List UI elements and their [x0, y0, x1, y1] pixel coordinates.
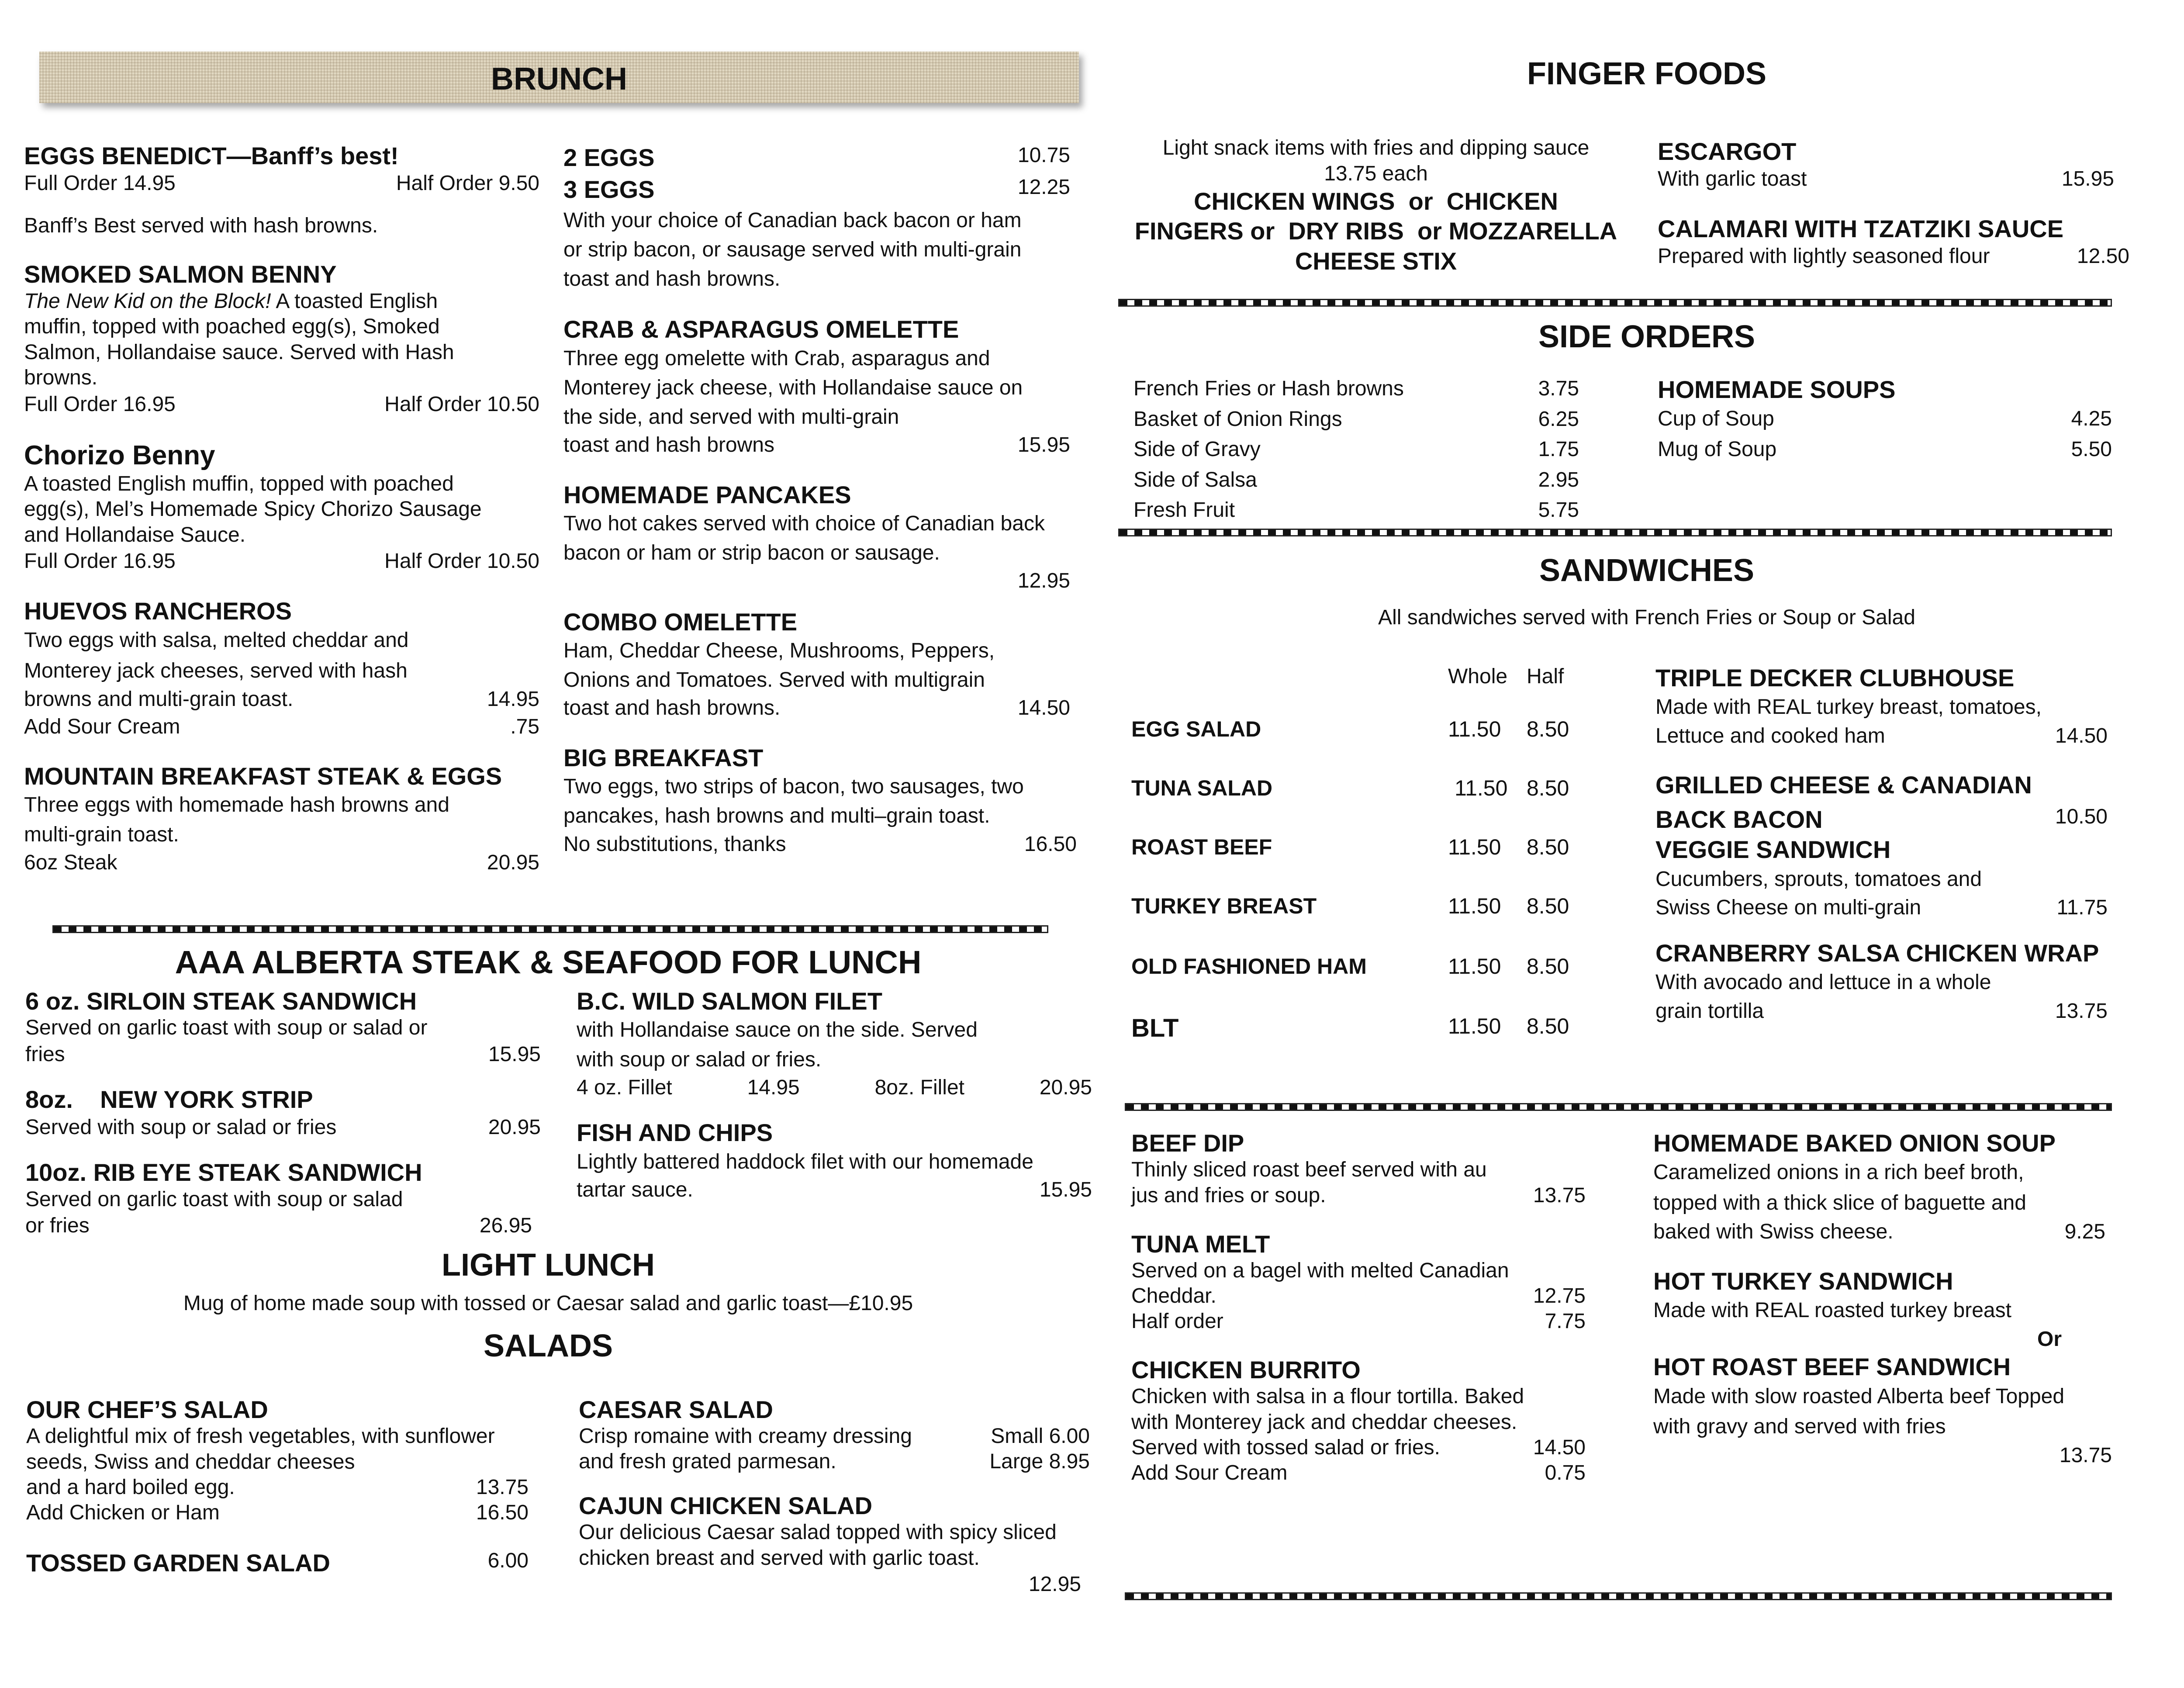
item-desc: A delightful mix of fresh vegetables, with sunflower seeds, Swiss and cheddar cheeses [26, 1425, 495, 1474]
item-desc-last: and a hard boiled egg. [26, 1476, 235, 1499]
item-desc: Made with REAL turkey breast, tomatoes, [1655, 695, 2042, 719]
half-price: 8.50 [1527, 1014, 1569, 1038]
item-desc: Our delicious Caesar salad topped with spicy sliced chicken breast and served with garlic toast. [579, 1520, 1057, 1570]
side-price: 2.95 [1538, 468, 1579, 491]
item-desc: With your choice of Canadian back bacon or ham or strip bacon, or sausage served with multi-grain toast and hash browns. [563, 208, 1022, 291]
whole-price: 11.50 [1455, 776, 1508, 800]
item-name: FISH AND CHIPS [577, 1119, 773, 1147]
item-price: 15.95 [2061, 167, 2114, 191]
item-name: VEGGIE SANDWICH [1655, 836, 1891, 864]
checkered-divider [1118, 529, 2112, 536]
finger-each-price: 13.75 each [1324, 162, 1428, 185]
item-desc: Served on garlic toast with soup or salad or [25, 1016, 428, 1040]
sandwich-name: BLT [1131, 1014, 1179, 1042]
sandwich-name: TURKEY BREAST [1131, 894, 1317, 918]
item-price: 15.95 [488, 1042, 541, 1066]
item-price: 12.25 [1017, 175, 1070, 199]
item-price: 12.50 [2077, 245, 2129, 268]
item-price: 16.50 [1024, 832, 1077, 856]
sandwich-row [1131, 775, 1568, 801]
item-desc-last: fries [25, 1042, 65, 1066]
checkered-divider [52, 925, 1048, 933]
item-desc: Thinly sliced roast beef served with au [1131, 1158, 1487, 1182]
item-price: 20.95 [487, 851, 539, 874]
item-line: 6oz Steak [24, 851, 117, 874]
item-line: Served with tossed salad or fries. [1131, 1436, 1440, 1460]
whole-price: 11.50 [1448, 1014, 1501, 1038]
item-price: 13.75 [476, 1476, 529, 1499]
half-order: Half Order 9.50 [396, 172, 539, 195]
item-desc: Banff’s Best served with hash browns. [24, 214, 378, 237]
salads-left-column [26, 1396, 529, 1579]
item-name: B.C. WILD SALMON FILET [577, 987, 882, 1015]
item-name: HUEVOS RANCHEROS [24, 597, 292, 625]
hot-right-column [1653, 1129, 2112, 1469]
brunch-left-column [24, 142, 539, 898]
whole-price: 11.50 [1448, 954, 1501, 979]
item-name: HOT TURKEY SANDWICH [1653, 1267, 1953, 1295]
addon-price: 0.75 [1545, 1461, 1586, 1484]
brunch-right-column [563, 142, 1077, 858]
full-order: Full Order 14.95 [24, 172, 176, 195]
item-price: 13.75 [2059, 1443, 2112, 1467]
menu-item-tuna-melt [1131, 1230, 1586, 1334]
menu-item-smoked-salmon-benny [24, 260, 539, 418]
menu-item-crab-omelette [563, 315, 1070, 459]
sandwich-row [1131, 893, 1568, 919]
item-name: SMOKED SALMON BENNY [24, 260, 337, 288]
item-price: 14.50 [2055, 724, 2108, 747]
finger-intro: Light snack items with fries and dipping sauce [1162, 136, 1590, 159]
half-price: 8.50 [1527, 894, 1569, 918]
item-name: CAJUN CHICKEN SALAD [579, 1491, 873, 1519]
item-price: 10.75 [1017, 144, 1070, 167]
addon-label: Add Sour Cream [24, 715, 180, 738]
item-name: 6 oz. SIRLOIN STEAK SANDWICH [25, 987, 417, 1015]
side-price: 6.25 [1538, 407, 1579, 431]
menu-item-eggs-benedict [24, 142, 539, 239]
checkered-divider [1118, 299, 2112, 307]
item-price: 15.95 [1017, 433, 1070, 457]
half-price: 8.50 [1527, 717, 1569, 741]
sandwich-name: ROAST BEEF [1131, 835, 1272, 859]
side-name: Fresh Fruit [1133, 498, 1235, 522]
small-fillet-label: 4 oz. Fillet [577, 1076, 672, 1099]
item-desc: Caramelized onions in a rich beef broth, topped with a thick slice of baguette and [1653, 1161, 2026, 1214]
item-price: 10.50 [2055, 805, 2108, 828]
item-desc: Served on a bagel with melted Canadian [1131, 1259, 1509, 1282]
or-label: Or [2037, 1327, 2062, 1351]
item-name: HOMEMADE BAKED ONION SOUP [1653, 1129, 2056, 1157]
item-desc-last: browns and multi-grain toast. [24, 688, 294, 711]
menu-item-cranberry-wrap [1655, 939, 2114, 1025]
menu-item-new-york-strip [25, 1086, 541, 1141]
small-price: Small 6.00 [991, 1425, 1090, 1448]
menu-item-rib-eye [25, 1159, 541, 1239]
menu-item-hot-roast-beef [1653, 1353, 2112, 1469]
item-price: 13.75 [1533, 1183, 1586, 1207]
item-price: 20.95 [488, 1115, 541, 1139]
item-name-2: BACK BACON [1655, 805, 1823, 833]
menu-item-tossed-salad [26, 1547, 529, 1579]
whole-price: 11.50 [1448, 835, 1501, 859]
half-order-label: Half order [1131, 1310, 1223, 1333]
menu-item-hot-turkey [1653, 1267, 2112, 1353]
item-name: ESCARGOT [1658, 138, 1797, 165]
finger-foods-right [1658, 138, 2129, 270]
item-name: 8oz. NEW YORK STRIP [25, 1086, 313, 1114]
item-desc: With avocado and lettuce in a whole [1655, 970, 1991, 994]
menu-item-sirloin [25, 987, 541, 1068]
whole-column-header: Whole [1448, 665, 1508, 688]
item-desc-last: grain tortilla [1655, 999, 1764, 1023]
item-desc: Three eggs with homemade hash browns and multi-grain toast. [24, 793, 449, 846]
item-name-1: GRILLED CHEESE & CANADIAN [1655, 771, 2032, 799]
item-name: 10oz. RIB EYE STEAK SANDWICH [25, 1159, 422, 1186]
cup-label: Cup of Soup [1658, 407, 1774, 431]
item-desc-2: Cheddar. [1131, 1284, 1216, 1308]
steak-right-column [577, 987, 1092, 1204]
item-desc: Prepared with lightly seasoned flour [1658, 245, 1990, 268]
side-item [1133, 374, 1579, 404]
light-lunch-desc: Mug of home made soup with tossed or Caesar salad and garlic toast—£10.95 [183, 1292, 913, 1315]
item-name: Chorizo Benny [24, 440, 215, 471]
item-name: CRANBERRY SALSA CHICKEN WRAP [1655, 939, 2099, 967]
large-fillet-price: 20.95 [1039, 1076, 1092, 1099]
item-name: BIG BREAKFAST [563, 744, 764, 771]
steak-section-title: AAA ALBERTA STEAK & SEAFOOD FOR LUNCH [175, 944, 922, 980]
whole-price: 11.50 [1448, 717, 1501, 741]
item-desc: Chicken with salsa in a flour tortilla. Baked with Monterey jack and cheddar cheeses. [1131, 1385, 1524, 1434]
menu-item-combo-omelette [563, 608, 1070, 722]
item-price: 12.95 [1028, 1573, 1081, 1596]
menu-item-fish-chips [577, 1119, 1092, 1204]
item-tagline: The New Kid on the Block! [24, 289, 271, 313]
menu-item-triple-decker [1655, 664, 2114, 750]
side-item [1133, 495, 1579, 526]
mug-price: 5.50 [2071, 437, 2112, 461]
side-name: Side of Gravy [1133, 438, 1261, 461]
item-desc: with Hollandaise sauce on the side. Served with soup or salad or fries. [577, 1018, 978, 1071]
menu-item-chorizo-benny [24, 440, 539, 575]
item-desc-last: tartar sauce. [577, 1178, 693, 1201]
menu-item-salmon-filet [577, 987, 1092, 1101]
item-name: HOMEMADE SOUPS [1658, 376, 1896, 403]
item-name: BEEF DIP [1131, 1129, 1244, 1157]
half-column-header: Half [1527, 665, 1564, 688]
item-desc: Lightly battered haddock filet with our homemade [577, 1150, 1033, 1173]
full-order: Full Order 16.95 [24, 392, 176, 416]
checkered-divider [1125, 1592, 2112, 1600]
item-name: 3 EGGS [563, 175, 655, 203]
side-price: 3.75 [1538, 377, 1579, 400]
menu-item-3-eggs [563, 174, 1070, 294]
item-desc: Two hot cakes served with choice of Canadian back bacon or ham or strip bacon or sausage. [563, 512, 1045, 565]
menu-item-grilled-cheese [1655, 767, 2114, 836]
item-price: 14.50 [1017, 696, 1070, 720]
item-desc: Three egg omelette with Crab, asparagus and Monterey jack cheese, with Hollandaise sauce on the side, and served with multi-grain [563, 346, 1023, 429]
menu-item-onion-soup [1653, 1129, 2112, 1245]
side-item [1133, 465, 1579, 495]
item-desc-last: Lettuce and cooked ham [1655, 724, 1885, 747]
brunch-title: BRUNCH [491, 62, 627, 97]
item-name: CRAB & ASPARAGUS OMELETTE [563, 315, 959, 343]
homemade-soups [1658, 376, 2112, 465]
item-name: HOT ROAST BEEF SANDWICH [1653, 1353, 2011, 1381]
menu-item-huevos-rancheros [24, 597, 539, 740]
sandwich-name: EGG SALAD [1131, 717, 1261, 741]
item-desc: A toasted English muffin, topped with poached egg(s), Smoked Salmon, Hollandaise sauce. Served with Hash browns. [24, 289, 454, 390]
side-name: Basket of Onion Rings [1133, 407, 1342, 431]
menu-item-mountain-breakfast [24, 762, 539, 876]
half-order: Half Order 10.50 [384, 550, 539, 573]
item-desc: Made with REAL roasted turkey breast [1653, 1299, 2011, 1322]
item-price: 12.75 [1533, 1284, 1586, 1308]
item-desc-last: toast and hash browns [563, 433, 774, 457]
item-name: TRIPLE DECKER CLUBHOUSE [1655, 664, 2015, 692]
item-name: CALAMARI WITH TZATZIKI SAUCE [1658, 214, 2064, 242]
item-desc-1: Crisp romaine with creamy dressing [579, 1425, 912, 1448]
menu-item-pancakes [563, 481, 1070, 595]
item-desc-2: and fresh grated parmesan. [579, 1449, 836, 1473]
item-desc: Cucumbers, sprouts, tomatoes and [1655, 867, 1982, 891]
small-fillet-price: 14.95 [747, 1076, 800, 1099]
item-price: 26.95 [479, 1214, 532, 1238]
finger-foods-title: FINGER FOODS [1527, 56, 1766, 91]
side-item [1133, 434, 1579, 465]
item-price: 14.50 [1533, 1436, 1586, 1460]
side-orders-list [1133, 374, 1579, 526]
steak-left-column [25, 987, 541, 1239]
side-price: 5.75 [1538, 498, 1579, 522]
sandwich-row [1131, 954, 1568, 979]
addon-price: 16.50 [476, 1501, 529, 1525]
large-fillet-label: 8oz. Fillet [874, 1076, 964, 1099]
sandwiches-title: SANDWICHES [1539, 553, 1754, 588]
item-name: CAESAR SALAD [579, 1396, 773, 1423]
sandwich-name: OLD FASHIONED HAM [1131, 954, 1367, 979]
item-desc: A toasted English muffin, topped with poached egg(s), Mel’s Homemade Spicy Chorizo Sausage and Hollandaise Sauce. [24, 472, 482, 547]
cup-price: 4.25 [2071, 407, 2112, 431]
checkered-divider [1125, 1103, 2112, 1111]
menu-item-big-breakfast [563, 744, 1077, 858]
hot-left-column [1131, 1129, 1586, 1485]
item-name-2-eggs: 2 EGGS [563, 144, 655, 171]
addon-price: .75 [510, 715, 539, 738]
menu-item-chicken-burrito [1131, 1356, 1586, 1486]
sandwich-row [1131, 716, 1568, 742]
menu-item-calamari [1658, 214, 2129, 270]
finger-items-3: CHEESE STIX [1295, 247, 1457, 275]
half-price: 8.50 [1527, 835, 1569, 859]
item-price: 12.95 [1017, 569, 1070, 593]
side-item [1133, 404, 1579, 435]
addon-label: Add Chicken or Ham [26, 1501, 220, 1525]
item-desc: Made with slow roasted Alberta beef Topped with gravy and served with fries [1653, 1384, 2065, 1439]
finger-items-1: CHICKEN WINGS or CHICKEN [1194, 187, 1558, 215]
item-name: CHICKEN BURRITO [1131, 1356, 1361, 1384]
sandwich-row [1131, 1013, 1568, 1043]
item-price: 6.00 [487, 1549, 529, 1572]
finger-items-2: FINGERS or DRY RIBS or MOZZARELLA [1134, 217, 1617, 245]
item-price: 15.95 [1039, 1178, 1092, 1201]
side-name: French Fries or Hash browns [1133, 377, 1404, 400]
mug-label: Mug of Soup [1658, 437, 1777, 461]
item-desc: Ham, Cheddar Cheese, Mushrooms, Peppers, Onions and Tomatoes. Served with multigrain [563, 639, 995, 692]
finger-foods-left [1123, 135, 1629, 276]
menu-item-beef-dip [1131, 1129, 1586, 1208]
sandwiches-right-column [1655, 664, 2114, 1025]
item-name: OUR CHEF’S SALAD [26, 1396, 268, 1423]
sandwich-name: TUNA SALAD [1131, 776, 1273, 800]
full-order: Full Order 16.95 [24, 550, 176, 573]
salads-right-column [579, 1396, 1090, 1598]
salads-title: SALADS [483, 1328, 613, 1363]
item-desc-last: baked with Swiss cheese. [1653, 1220, 1894, 1243]
item-name: HOMEMADE PANCAKES [563, 481, 851, 508]
side-orders-title: SIDE ORDERS [1538, 319, 1755, 354]
half-price: 8.50 [1527, 776, 1569, 800]
menu-item-veggie [1655, 836, 2114, 921]
half-price: 8.50 [1527, 954, 1569, 979]
menu-item-escargot [1658, 138, 2114, 193]
item-desc: Served on garlic toast with soup or salad [25, 1187, 403, 1211]
item-name: MOUNTAIN BREAKFAST STEAK & EGGS [24, 762, 502, 790]
half-order-price: 7.75 [1545, 1310, 1586, 1333]
item-name: EGGS BENEDICT—Banff’s best! [24, 142, 399, 169]
item-desc-last: jus and fries or soup. [1131, 1183, 1326, 1207]
sandwich-row [1131, 834, 1568, 860]
item-desc: Two eggs with salsa, melted cheddar and Monterey jack cheeses, served with hash [24, 629, 409, 682]
item-name: TOSSED GARDEN SALAD [26, 1549, 330, 1577]
side-price: 1.75 [1538, 438, 1579, 461]
sandwiches-subtitle: All sandwiches served with French Fries or Soup or Salad [1378, 606, 1915, 629]
menu-item-cajun-salad [579, 1492, 1090, 1598]
half-order: Half Order 10.50 [384, 392, 539, 416]
item-price: 9.25 [2064, 1220, 2105, 1243]
item-desc-last: or fries [25, 1214, 90, 1238]
item-price: 11.75 [2056, 896, 2108, 920]
item-name: TUNA MELT [1131, 1230, 1270, 1258]
item-desc-last: Swiss Cheese on multi-grain [1655, 896, 1921, 920]
item-desc: Served with soup or salad or fries [25, 1115, 337, 1139]
light-lunch-title: LIGHT LUNCH [442, 1248, 655, 1283]
item-price: 13.75 [2055, 999, 2108, 1023]
side-name: Side of Salsa [1133, 468, 1257, 491]
large-price: Large 8.95 [989, 1449, 1090, 1473]
item-desc: Two eggs, two strips of bacon, two sausages, two pancakes, hash browns and multi–grain toast. [563, 775, 1024, 828]
item-desc: With garlic toast [1658, 167, 1807, 191]
item-desc-last: toast and hash browns. [563, 696, 781, 720]
item-price: 14.95 [487, 688, 539, 711]
item-desc-last: No substitutions, thanks [563, 832, 786, 856]
item-name: COMBO OMELETTE [563, 608, 798, 636]
menu-item-chef-salad [26, 1396, 529, 1525]
whole-price: 11.50 [1448, 894, 1501, 918]
menu-item-caesar-salad [579, 1396, 1090, 1474]
addon-label: Add Sour Cream [1131, 1461, 1288, 1484]
